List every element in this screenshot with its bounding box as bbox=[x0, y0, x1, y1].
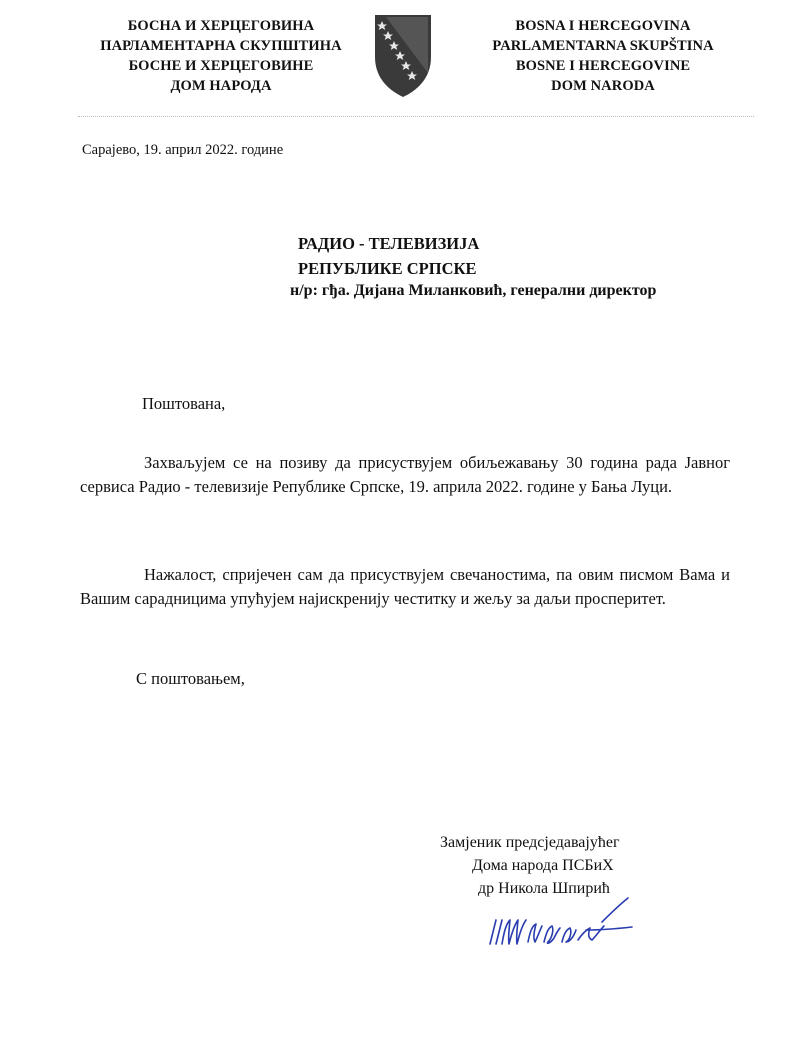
body-paragraph: Нажалост, спријечен сам да присуствујем свечаностима, па овим писмом Вама и Вашим сарадницима упућујем најискренију честитку и жељу за даљи просперитет. bbox=[80, 565, 730, 608]
signatory-institution: Дома народа ПСБиХ bbox=[472, 857, 614, 874]
header-left-line: ПАРЛАМЕНТАРНА СКУПШТИНА bbox=[100, 38, 342, 54]
header-right-line: DOM NARODA bbox=[551, 78, 655, 94]
header-divider bbox=[78, 116, 754, 117]
salutation: Поштована, bbox=[142, 394, 226, 413]
signatory-name: др Никола Шпирић bbox=[478, 880, 610, 897]
place-and-date: Сарајево, 19. април 2022. године bbox=[82, 142, 284, 158]
header-right-line: PARLAMENTARNA SKUPŠTINA bbox=[492, 38, 714, 54]
addressee-line-1: РАДИО - ТЕЛЕВИЗИЈА bbox=[298, 234, 480, 253]
signatory-title: Замјеник предсједавајућег bbox=[440, 834, 620, 851]
closing: С поштовањем, bbox=[136, 669, 245, 688]
handwritten-signature bbox=[482, 892, 642, 952]
body-paragraph: Захваљујем се на позиву да присуствујем обиљежавању 30 година рада Јавног сервиса Радио - телевизије Републике Српске, 19. априла 2022. године у Бања Луци. bbox=[80, 453, 730, 496]
header-right-line: BOSNA I HERCEGOVINA bbox=[515, 18, 691, 34]
bih-coat-of-arms-icon bbox=[372, 13, 434, 99]
addressee-line-2: РЕПУБЛИКЕ СРПСКЕ bbox=[298, 259, 477, 278]
header-right-line: BOSNE I HERCEGOVINE bbox=[515, 58, 691, 74]
header-left-line: БОСНЕ И ХЕРЦЕГОВИНЕ bbox=[128, 58, 314, 74]
header-left-line: ДОМ НАРОДА bbox=[170, 78, 272, 94]
header-right-latin bbox=[472, 16, 734, 96]
header-left-cyrillic bbox=[80, 16, 362, 96]
header-left-line: БОСНА И ХЕРЦЕГОВИНА bbox=[127, 18, 315, 34]
addressee-attention: н/р: гђа. Дијана Миланковић, генерални директор bbox=[290, 282, 657, 299]
